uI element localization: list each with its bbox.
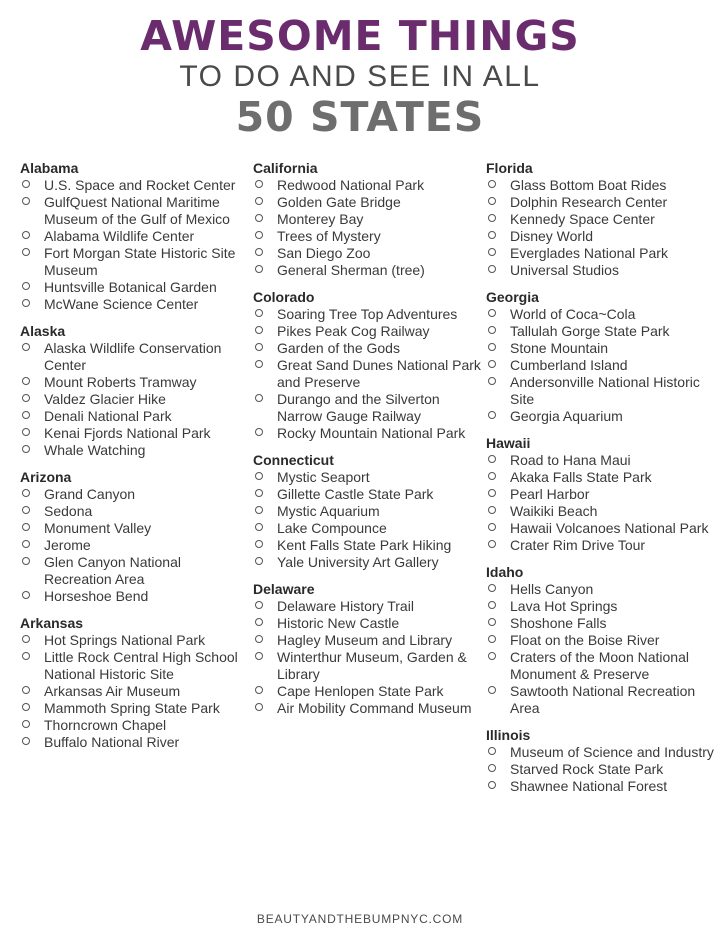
checklist-item: [20, 296, 252, 313]
checklist-item-label: Cumberland Island: [510, 357, 628, 373]
checklist-item-label: Durango and the Silverton Narrow Gauge Railway: [277, 391, 440, 424]
checklist-item-label: Sawtooth National Recreation Area: [510, 683, 696, 716]
checklist-item: [253, 615, 485, 632]
checklist-item-label: U.S. Space and Rocket Center: [44, 177, 236, 193]
state-section: [20, 469, 252, 605]
checklist-item-label: Disney World: [510, 228, 593, 244]
checklist-item-label: Garden of the Gods: [277, 340, 400, 356]
checklist-item-label: Stone Mountain: [510, 340, 609, 356]
circle-checkbox-icon: [22, 557, 30, 565]
checklist-item-label: Hagley Museum and Library: [277, 632, 453, 648]
circle-checkbox-icon: [255, 652, 263, 660]
checklist-item-label: GulfQuest National Maritime Museum of the Gulf of Mexico: [44, 194, 230, 227]
circle-checkbox-icon: [255, 265, 263, 273]
checklist-item: [486, 537, 718, 554]
checklist-item: [486, 245, 718, 262]
checklist-item-label: Historic New Castle: [277, 615, 400, 631]
circle-checkbox-icon: [488, 455, 496, 463]
circle-checkbox-icon: [22, 591, 30, 599]
checklist-item: [20, 554, 252, 588]
checklist: [20, 632, 252, 751]
checklist-item: [486, 469, 718, 486]
circle-checkbox-icon: [488, 781, 496, 789]
checklist-item-label: Denali National Park: [44, 408, 172, 424]
checklist-item-label: Winterthur Museum, Garden & Library: [277, 649, 467, 682]
circle-checkbox-icon: [22, 635, 30, 643]
checklist-item-label: Hot Springs National Park: [44, 632, 206, 648]
checklist-item-label: Shawnee National Forest: [510, 778, 668, 794]
checklist-item: [486, 211, 718, 228]
circle-checkbox-icon: [22, 248, 30, 256]
circle-checkbox-icon: [22, 231, 30, 239]
circle-checkbox-icon: [255, 686, 263, 694]
checklist-item-label: Starved Rock State Park: [510, 761, 664, 777]
checklist-item: [253, 425, 485, 442]
circle-checkbox-icon: [488, 197, 496, 205]
state-heading: Arizona: [20, 469, 72, 485]
checklist-item-label: Everglades National Park: [510, 245, 668, 261]
checklist-item: [486, 452, 718, 469]
circle-checkbox-icon: [255, 557, 263, 565]
checklist-item: [486, 340, 718, 357]
state-heading: Alabama: [20, 160, 79, 176]
checklist-item: [20, 717, 252, 734]
state-heading: Arkansas: [20, 615, 84, 631]
state-section: [253, 160, 485, 279]
checklist-item-label: Little Rock Central High School National Historic Site: [44, 649, 238, 682]
circle-checkbox-icon: [255, 248, 263, 256]
circle-checkbox-icon: [488, 618, 496, 626]
circle-checkbox-icon: [22, 343, 30, 351]
checklist-item-label: Great Sand Dunes National Park and Preserve: [277, 357, 481, 390]
state-section: [253, 581, 485, 717]
circle-checkbox-icon: [22, 411, 30, 419]
checklist-item-label: Fort Morgan State Historic Site Museum: [44, 245, 236, 278]
circle-checkbox-icon: [22, 540, 30, 548]
checklist-item-label: San Diego Zoo: [277, 245, 371, 261]
checklist-item: [486, 615, 718, 632]
checklist-item-label: Whale Watching: [44, 442, 146, 458]
checklist-item: [486, 357, 718, 374]
checklist: [20, 177, 252, 313]
checklist-item-label: Waikiki Beach: [510, 503, 598, 519]
circle-checkbox-icon: [22, 428, 30, 436]
checklist-item-label: Georgia Aquarium: [510, 408, 623, 424]
circle-checkbox-icon: [22, 445, 30, 453]
circle-checkbox-icon: [488, 248, 496, 256]
circle-checkbox-icon: [22, 720, 30, 728]
circle-checkbox-icon: [488, 540, 496, 548]
circle-checkbox-icon: [488, 343, 496, 351]
circle-checkbox-icon: [488, 377, 496, 385]
checklist-item: [253, 503, 485, 520]
circle-checkbox-icon: [255, 309, 263, 317]
checklist: [253, 177, 485, 279]
checklist-item: [20, 503, 252, 520]
circle-checkbox-icon: [488, 180, 496, 188]
checklist-item: [486, 408, 718, 425]
checklist-item: [253, 262, 485, 279]
checklist-item-label: Hells Canyon: [510, 581, 594, 597]
circle-checkbox-icon: [255, 360, 263, 368]
state-heading: Idaho: [486, 564, 524, 580]
checklist-item-label: Mystic Seaport: [277, 469, 370, 485]
checklist-item-label: Lake Compounce: [277, 520, 387, 536]
circle-checkbox-icon: [255, 540, 263, 548]
checklist-item-label: Cape Henlopen State Park: [277, 683, 444, 699]
column-2: [253, 160, 485, 727]
checklist-item: [20, 194, 252, 228]
checklist-item: [486, 262, 718, 279]
circle-checkbox-icon: [255, 343, 263, 351]
checklist-item: [253, 486, 485, 503]
checklist: [253, 306, 485, 442]
circle-checkbox-icon: [255, 472, 263, 480]
checklist-item: [20, 683, 252, 700]
checklist-item: [486, 503, 718, 520]
checklist-item-label: Golden Gate Bridge: [277, 194, 401, 210]
checklist-item-label: Road to Hana Maui: [510, 452, 631, 468]
checklist-item: [20, 177, 252, 194]
state-section: [486, 160, 718, 279]
state-heading: Illinois: [486, 727, 531, 743]
circle-checkbox-icon: [488, 326, 496, 334]
checklist-item-label: Monument Valley: [44, 520, 152, 536]
checklist-item-label: Thorncrown Chapel: [44, 717, 167, 733]
checklist: [486, 306, 718, 425]
checklist-item: [253, 357, 485, 391]
checklist-item: [20, 391, 252, 408]
circle-checkbox-icon: [488, 214, 496, 222]
checklist-item: [253, 177, 485, 194]
checklist-item: [20, 632, 252, 649]
checklist-item: [486, 581, 718, 598]
checklist-item: [253, 245, 485, 262]
circle-checkbox-icon: [22, 180, 30, 188]
checklist-item-label: Air Mobility Command Museum: [277, 700, 472, 716]
checklist-item: [486, 778, 718, 795]
checklist-item: [253, 306, 485, 323]
circle-checkbox-icon: [255, 231, 263, 239]
checklist-item: [486, 744, 718, 761]
checklist-item-label: Monterey Bay: [277, 211, 364, 227]
circle-checkbox-icon: [22, 506, 30, 514]
checklist-item: [486, 683, 718, 717]
checklist-item: [253, 228, 485, 245]
circle-checkbox-icon: [22, 394, 30, 402]
checklist-item: [253, 520, 485, 537]
state-section: [20, 323, 252, 459]
checklist-item: [20, 425, 252, 442]
checklist-item-label: Float on the Boise River: [510, 632, 660, 648]
checklist-item-label: Kenai Fjords National Park: [44, 425, 211, 441]
circle-checkbox-icon: [22, 299, 30, 307]
checklist-item: [253, 340, 485, 357]
circle-checkbox-icon: [488, 635, 496, 643]
state-section: [20, 615, 252, 751]
checklist-item: [253, 391, 485, 425]
checklist-item-label: Sedona: [44, 503, 93, 519]
state-heading: Colorado: [253, 289, 315, 305]
title-line-3: 50 STATES: [235, 93, 485, 141]
checklist-item: [486, 520, 718, 537]
checklist-item: [20, 734, 252, 751]
checklist-item: [253, 683, 485, 700]
state-heading: Connecticut: [253, 452, 334, 468]
checklist-item: [253, 554, 485, 571]
state-section: [486, 289, 718, 425]
checklist-item-label: Huntsville Botanical Garden: [44, 279, 217, 295]
checklist-item-label: Soaring Tree Top Adventures: [277, 306, 458, 322]
circle-checkbox-icon: [488, 686, 496, 694]
checklist-item: [253, 649, 485, 683]
state-heading: California: [253, 160, 318, 176]
circle-checkbox-icon: [488, 411, 496, 419]
checklist: [20, 340, 252, 459]
checklist-item-label: Craters of the Moon National Monument & Preserve: [510, 649, 689, 682]
checklist-item-label: Grand Canyon: [44, 486, 136, 502]
checklist-item-label: Hawaii Volcanoes National Park: [510, 520, 709, 536]
checklist-item-label: Arkansas Air Museum: [44, 683, 181, 699]
checklist-item-label: Glen Canyon National Recreation Area: [44, 554, 181, 587]
checklist-item-label: Lava Hot Springs: [510, 598, 618, 614]
circle-checkbox-icon: [488, 309, 496, 317]
checklist: [486, 581, 718, 717]
title-line-1: AWESOME THINGS: [140, 12, 580, 60]
checklist-item-label: Delaware History Trail: [277, 598, 414, 614]
circle-checkbox-icon: [255, 180, 263, 188]
circle-checkbox-icon: [488, 652, 496, 660]
checklist-item: [20, 442, 252, 459]
circle-checkbox-icon: [255, 618, 263, 626]
checklist: [486, 177, 718, 279]
checklist-item: [486, 374, 718, 408]
checklist-item: [20, 408, 252, 425]
checklist-item-label: Akaka Falls State Park: [510, 469, 652, 485]
checklist-item-label: Kennedy Space Center: [510, 211, 655, 227]
state-heading: Florida: [486, 160, 533, 176]
state-section: [486, 564, 718, 717]
checklist-item: [253, 700, 485, 717]
checklist-item: [20, 649, 252, 683]
circle-checkbox-icon: [488, 231, 496, 239]
checklist-item: [20, 588, 252, 605]
checklist-item-label: Andersonville National Historic Site: [510, 374, 700, 407]
checklist-item-label: Alabama Wildlife Center: [44, 228, 195, 244]
circle-checkbox-icon: [22, 686, 30, 694]
column-3: [486, 160, 718, 805]
state-heading: Delaware: [253, 581, 315, 597]
checklist-item: [486, 649, 718, 683]
checklist-item-label: Kent Falls State Park Hiking: [277, 537, 452, 553]
checklist-item-label: Buffalo National River: [44, 734, 180, 750]
circle-checkbox-icon: [255, 326, 263, 334]
checklist-item-label: General Sherman (tree): [277, 262, 425, 278]
checklist-item-label: Alaska Wildlife Conservation Center: [44, 340, 222, 373]
circle-checkbox-icon: [255, 506, 263, 514]
circle-checkbox-icon: [488, 265, 496, 273]
checklist-item-label: Dolphin Research Center: [510, 194, 668, 210]
checklist-item-label: Rocky Mountain National Park: [277, 425, 466, 441]
checklist-item: [20, 537, 252, 554]
checklist-item: [20, 700, 252, 717]
checklist-item: [486, 177, 718, 194]
checklist-item: [486, 632, 718, 649]
circle-checkbox-icon: [488, 472, 496, 480]
checklist-item: [486, 228, 718, 245]
state-section: [253, 289, 485, 442]
circle-checkbox-icon: [255, 601, 263, 609]
checklist-item: [253, 598, 485, 615]
checklist: [486, 744, 718, 795]
circle-checkbox-icon: [255, 428, 263, 436]
circle-checkbox-icon: [488, 489, 496, 497]
title-line-2: TO DO AND SEE IN ALL: [179, 60, 541, 93]
checklist-item: [486, 486, 718, 503]
circle-checkbox-icon: [488, 584, 496, 592]
checklist: [253, 598, 485, 717]
state-section: [486, 727, 718, 795]
checklist-item-label: Yale University Art Gallery: [277, 554, 439, 570]
checklist-item-label: Museum of Science and Industry: [510, 744, 714, 760]
checklist-item-label: Tallulah Gorge State Park: [510, 323, 670, 339]
circle-checkbox-icon: [255, 703, 263, 711]
circle-checkbox-icon: [488, 747, 496, 755]
state-section: [20, 160, 252, 313]
checklist-item-label: Pearl Harbor: [510, 486, 590, 502]
checklist-item: [20, 228, 252, 245]
footer-url: BEAUTYANDTHEBUMPNYC.COM: [256, 912, 464, 926]
checklist-item: [253, 469, 485, 486]
state-section: [253, 452, 485, 571]
checklist-item-label: Glass Bottom Boat Rides: [510, 177, 667, 193]
state-heading: Alaska: [20, 323, 66, 339]
checklist-item: [20, 245, 252, 279]
circle-checkbox-icon: [22, 703, 30, 711]
checklist-item-label: Mystic Aquarium: [277, 503, 380, 519]
circle-checkbox-icon: [255, 197, 263, 205]
checklist-item-label: McWane Science Center: [44, 296, 199, 312]
checklist: [20, 486, 252, 605]
checklist-item: [486, 761, 718, 778]
checklist-item: [486, 323, 718, 340]
circle-checkbox-icon: [22, 737, 30, 745]
circle-checkbox-icon: [488, 360, 496, 368]
state-heading: Hawaii: [486, 435, 531, 451]
checklist-item-label: Mount Roberts Tramway: [44, 374, 197, 390]
checklist-item: [20, 486, 252, 503]
circle-checkbox-icon: [488, 601, 496, 609]
checklist-item-label: Pikes Peak Cog Railway: [277, 323, 430, 339]
circle-checkbox-icon: [488, 523, 496, 531]
checklist-item-label: Universal Studios: [510, 262, 619, 278]
circle-checkbox-icon: [255, 523, 263, 531]
circle-checkbox-icon: [488, 764, 496, 772]
circle-checkbox-icon: [22, 282, 30, 290]
circle-checkbox-icon: [22, 197, 30, 205]
checklist-item-label: Valdez Glacier Hike: [44, 391, 166, 407]
circle-checkbox-icon: [22, 652, 30, 660]
checklist-item: [253, 323, 485, 340]
checklist-item: [486, 598, 718, 615]
circle-checkbox-icon: [22, 489, 30, 497]
checklist-item: [253, 211, 485, 228]
circle-checkbox-icon: [255, 394, 263, 402]
checklist-item-label: Gillette Castle State Park: [277, 486, 434, 502]
circle-checkbox-icon: [22, 377, 30, 385]
checklist: [486, 452, 718, 554]
checklist-item: [253, 537, 485, 554]
checklist-item-label: Trees of Mystery: [277, 228, 381, 244]
circle-checkbox-icon: [488, 506, 496, 514]
circle-checkbox-icon: [255, 489, 263, 497]
checklist-item-label: Shoshone Falls: [510, 615, 607, 631]
checklist: [253, 469, 485, 571]
column-1: [20, 160, 252, 761]
checklist-item: [253, 632, 485, 649]
checklist-item: [253, 194, 485, 211]
checklist-item: [486, 194, 718, 211]
checklist-item-label: Mammoth Spring State Park: [44, 700, 220, 716]
checklist-item: [20, 340, 252, 374]
checklist-item: [486, 306, 718, 323]
checklist-item-label: Horseshoe Bend: [44, 588, 149, 604]
circle-checkbox-icon: [255, 214, 263, 222]
checklist-item: [20, 374, 252, 391]
circle-checkbox-icon: [255, 635, 263, 643]
state-section: [486, 435, 718, 554]
checklist-item: [20, 279, 252, 296]
checklist-item-label: World of Coca~Cola: [510, 306, 636, 322]
checklist-item: [20, 520, 252, 537]
state-heading: Georgia: [486, 289, 539, 305]
checklist-item-label: Crater Rim Drive Tour: [510, 537, 646, 553]
circle-checkbox-icon: [22, 523, 30, 531]
checklist-item-label: Redwood National Park: [277, 177, 425, 193]
checklist-item-label: Jerome: [44, 537, 91, 553]
